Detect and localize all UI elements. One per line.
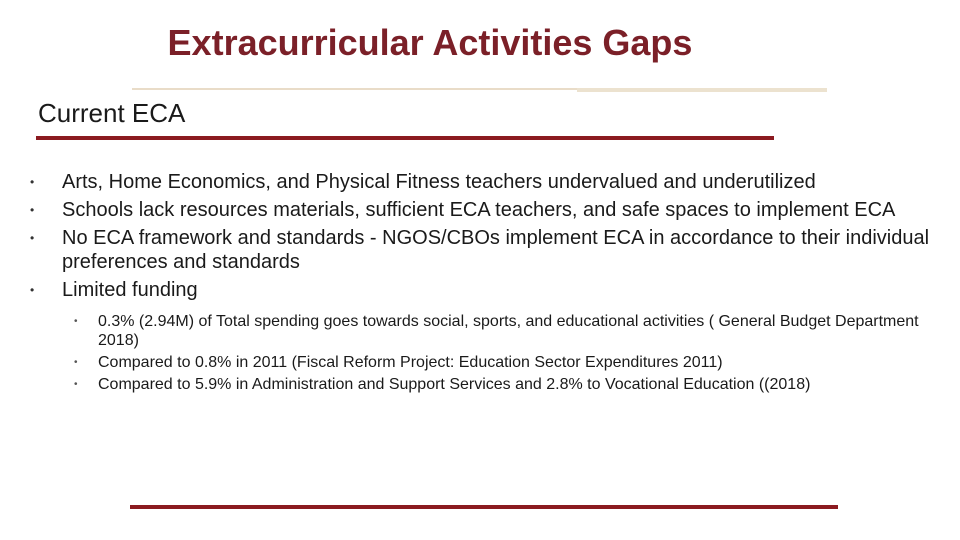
sub-bullet-list xyxy=(62,312,940,394)
sub-bullet-item xyxy=(62,312,940,350)
bullet-list xyxy=(30,170,940,398)
bullet-dot-icon: • xyxy=(30,283,35,297)
sub-bullet-text: Compared to 0.8% in 2011 (Fiscal Reform Project: Education Sector Expenditures 2011) xyxy=(98,354,723,371)
sub-bullet-item xyxy=(62,353,940,372)
bullet-text: Schools lack resources materials, sufficient ECA teachers, and safe spaces to implement ECA xyxy=(62,199,896,221)
sub-bullet-item xyxy=(62,375,940,394)
bullet-dot-icon: • xyxy=(30,231,35,245)
bullet-text: Arts, Home Economics, and Physical Fitness teachers undervalued and underutilized xyxy=(62,171,816,193)
title-underline-right xyxy=(577,88,827,92)
sub-bullet-text: Compared to 5.9% in Administration and Support Services and 2.8% to Vocational Education ((2018) xyxy=(98,376,811,393)
bullet-item xyxy=(30,278,940,394)
sub-bullet-dot-icon: • xyxy=(74,357,78,368)
bullet-item xyxy=(30,226,940,274)
bullet-dot-icon: • xyxy=(30,175,35,189)
footer-rule xyxy=(130,505,838,509)
slide-title: Extracurricular Activities Gaps xyxy=(167,22,693,63)
title-underline-left xyxy=(132,88,577,90)
bullet-text: Limited funding xyxy=(62,279,198,301)
bullet-item xyxy=(30,170,940,194)
bullet-text: No ECA framework and standards - NGOS/CBOs implement ECA in accordance to their individual preferences and standards xyxy=(62,227,930,273)
bullet-item xyxy=(30,198,940,222)
section-heading: Current ECA xyxy=(38,98,186,128)
section-heading-rule xyxy=(36,136,774,140)
bullet-dot-icon: • xyxy=(30,203,35,217)
sub-bullet-text: 0.3% (2.94M) of Total spending goes towards social, sports, and educational activities ( General Budget Department 2018) xyxy=(98,313,919,349)
sub-bullet-dot-icon: • xyxy=(74,316,78,327)
sub-bullet-dot-icon: • xyxy=(74,379,78,390)
